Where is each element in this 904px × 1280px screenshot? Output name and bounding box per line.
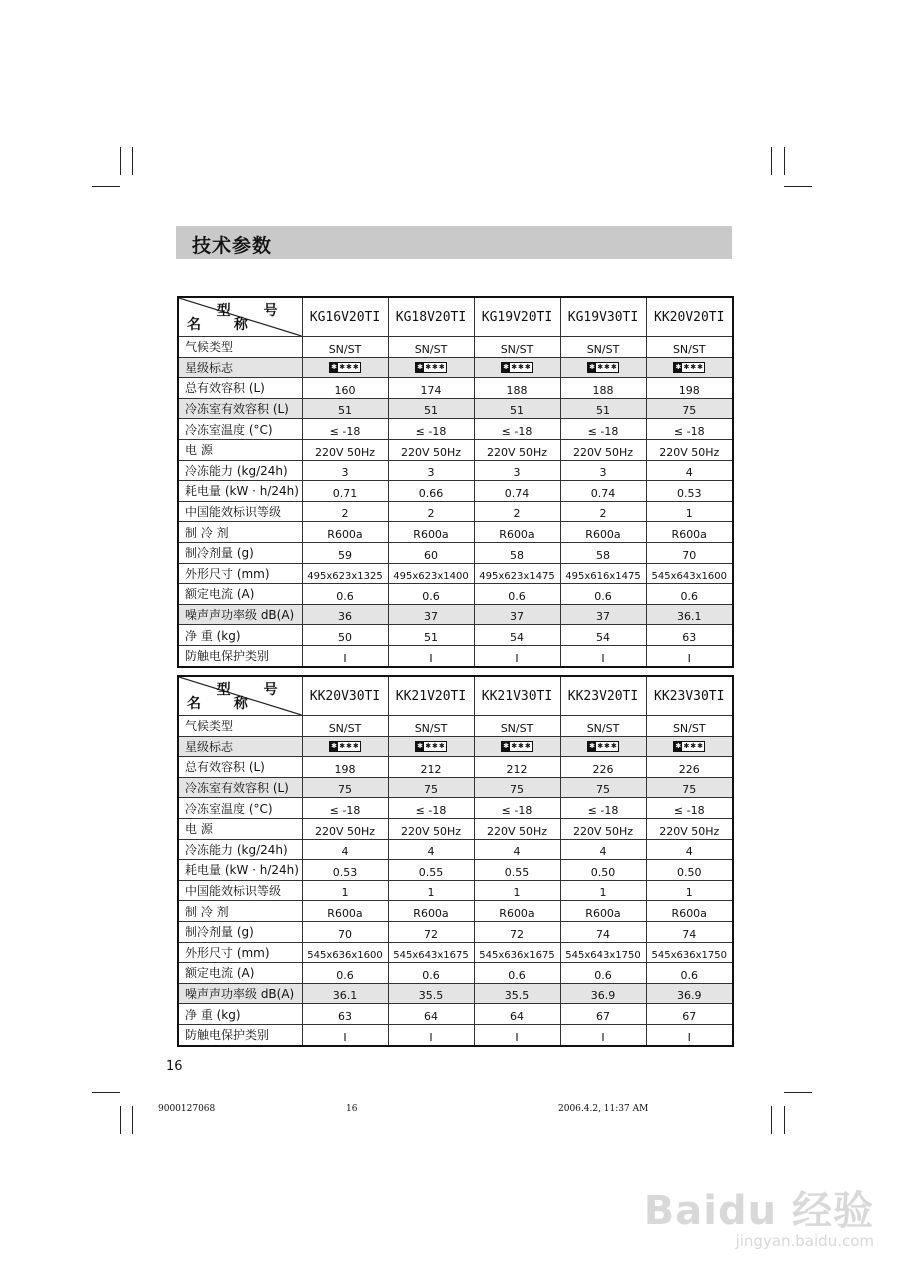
table-cell: 4	[302, 839, 388, 860]
star-black-icon: ✱	[589, 363, 595, 372]
table-cell: SN/ST	[388, 337, 474, 358]
model-header: KK21V30TI	[474, 676, 560, 716]
type-label: 型 号	[216, 682, 292, 698]
row-label: 制冷剂量 (g)	[178, 921, 302, 942]
star-rating-badge	[646, 736, 733, 757]
row-label: 外形尺寸 (mm)	[178, 942, 302, 963]
table-cell: 54	[474, 625, 560, 646]
row-label: 中国能效标识等级	[178, 501, 302, 522]
table-cell: 75	[646, 398, 733, 419]
crop-mark	[784, 147, 785, 175]
table-row	[178, 839, 733, 860]
star-rating-badge	[560, 736, 646, 757]
table-cell: 198	[646, 378, 733, 399]
table-cell: 51	[388, 398, 474, 419]
table-cell: 75	[302, 777, 388, 798]
table-cell: 0.6	[646, 584, 733, 605]
row-label: 净 重 (kg)	[178, 625, 302, 646]
star-black-icon: ✱	[417, 363, 423, 372]
table-row	[178, 901, 733, 922]
table-cell: 220V 50Hz	[474, 439, 560, 460]
table-cell: 0.6	[560, 963, 646, 984]
row-label: 额定电流 (A)	[178, 963, 302, 984]
table-cell: 58	[560, 542, 646, 563]
row-label: 冷冻室温度 (°C)	[178, 419, 302, 440]
header-diagonal-cell	[178, 297, 302, 337]
table-cell: ≤ -18	[302, 419, 388, 440]
table-row	[178, 542, 733, 563]
table-cell: 58	[474, 542, 560, 563]
table-cell: 54	[560, 625, 646, 646]
row-label: 气候类型	[178, 716, 302, 737]
table-cell: 0.6	[646, 963, 733, 984]
star-white-icon: ✱✱✱	[597, 742, 618, 751]
row-label: 噪声声功率级 dB(A)	[178, 604, 302, 625]
crop-mark	[132, 147, 133, 175]
table-row	[178, 736, 733, 757]
table-cell: ≤ -18	[302, 798, 388, 819]
table-cell: 0.6	[302, 584, 388, 605]
table-cell: 212	[388, 757, 474, 778]
table-cell: ≤ -18	[388, 419, 474, 440]
table-cell: 1	[646, 501, 733, 522]
table-cell: R600a	[388, 522, 474, 543]
table-cell: I	[388, 645, 474, 666]
star-rating-badge	[388, 357, 474, 378]
model-header: KK23V30TI	[646, 676, 733, 716]
table-cell: I	[646, 645, 733, 666]
page-number: 16	[166, 1059, 183, 1074]
table-cell: 64	[388, 1004, 474, 1025]
table-cell: 2	[474, 501, 560, 522]
table-cell: 0.53	[646, 481, 733, 502]
table-row	[178, 563, 733, 584]
table-cell: 3	[560, 460, 646, 481]
table-cell: ≤ -18	[474, 419, 560, 440]
table-cell: 4	[646, 460, 733, 481]
star-rating-badge	[388, 736, 474, 757]
table-cell: R600a	[474, 901, 560, 922]
table-cell: 1	[302, 880, 388, 901]
star-black-icon: ✱	[417, 742, 423, 751]
table-cell: 64	[474, 1004, 560, 1025]
table-cell: 36	[302, 604, 388, 625]
row-label: 噪声声功率级 dB(A)	[178, 983, 302, 1004]
table-cell: 0.71	[302, 481, 388, 502]
table-cell: 75	[474, 777, 560, 798]
star-white-icon: ✱✱✱	[597, 363, 618, 372]
star-white-icon: ✱✱✱	[339, 742, 360, 751]
star-rating-icon	[673, 362, 705, 373]
star-rating-badge	[646, 357, 733, 378]
table-cell: 220V 50Hz	[560, 439, 646, 460]
table-cell: SN/ST	[646, 337, 733, 358]
table-cell: 2	[388, 501, 474, 522]
crop-mark	[784, 1106, 785, 1134]
table-cell: I	[474, 645, 560, 666]
watermark-url: jingyan.baidu.com	[735, 1232, 874, 1250]
table-cell: 0.74	[560, 481, 646, 502]
table-cell: 0.53	[302, 860, 388, 881]
row-label: 制 冷 剂	[178, 522, 302, 543]
watermark-logo: Baidu 经验	[643, 1188, 874, 1234]
table-row	[178, 419, 733, 440]
table-cell: I	[388, 1024, 474, 1045]
model-header: KG16V20TI	[302, 297, 388, 337]
row-label: 净 重 (kg)	[178, 1004, 302, 1025]
table-cell: 67	[560, 1004, 646, 1025]
row-label: 冷冻能力 (kg/24h)	[178, 839, 302, 860]
row-label: 中国能效标识等级	[178, 880, 302, 901]
table-row	[178, 625, 733, 646]
star-black-icon: ✱	[503, 742, 509, 751]
footer-doc-id: 9000127068	[158, 1104, 216, 1114]
table-cell: 0.55	[388, 860, 474, 881]
table-cell: 4	[560, 839, 646, 860]
table-cell: 220V 50Hz	[646, 818, 733, 839]
table-cell: 1	[388, 880, 474, 901]
row-label: 防触电保护类别	[178, 645, 302, 666]
crop-mark	[92, 186, 120, 187]
spec-table-2	[177, 675, 734, 1047]
star-rating-icon	[501, 741, 533, 752]
table-cell: I	[560, 1024, 646, 1045]
table-row	[178, 460, 733, 481]
table-row	[178, 983, 733, 1004]
crop-mark	[771, 147, 772, 175]
model-header: KG18V20TI	[388, 297, 474, 337]
table-cell: 220V 50Hz	[388, 818, 474, 839]
table-row	[178, 337, 733, 358]
table-cell: 220V 50Hz	[646, 439, 733, 460]
model-header: KK20V20TI	[646, 297, 733, 337]
table-cell: 4	[388, 839, 474, 860]
star-rating-icon	[587, 741, 619, 752]
table-cell: 0.6	[302, 963, 388, 984]
star-black-icon: ✱	[503, 363, 509, 372]
table-row	[178, 818, 733, 839]
watermark	[644, 1179, 874, 1250]
star-rating-icon	[587, 362, 619, 373]
table-cell: SN/ST	[646, 716, 733, 737]
table-cell: 3	[302, 460, 388, 481]
row-label: 耗电量 (kW · h/24h)	[178, 481, 302, 502]
table-cell: 37	[388, 604, 474, 625]
table-cell: 1	[560, 880, 646, 901]
table-cell: 67	[646, 1004, 733, 1025]
table-cell: 0.6	[388, 963, 474, 984]
star-rating-badge	[302, 736, 388, 757]
table-cell: 36.1	[302, 983, 388, 1004]
table-cell: 50	[302, 625, 388, 646]
footer-timestamp: 2006.4.2, 11:37 AM	[558, 1104, 649, 1114]
star-black-icon: ✱	[331, 363, 337, 372]
table-cell: SN/ST	[560, 716, 646, 737]
model-header: KG19V20TI	[474, 297, 560, 337]
table-row	[178, 860, 733, 881]
table-cell: 220V 50Hz	[560, 818, 646, 839]
table-cell: 545x643x1675	[388, 942, 474, 963]
table-cell: 0.50	[560, 860, 646, 881]
table-row	[178, 921, 733, 942]
table-cell: ≤ -18	[560, 798, 646, 819]
row-label: 冷冻室温度 (°C)	[178, 798, 302, 819]
row-label: 气候类型	[178, 337, 302, 358]
spec-table-1	[177, 296, 734, 668]
table-cell: 188	[474, 378, 560, 399]
star-white-icon: ✱✱✱	[511, 742, 532, 751]
table-cell: 174	[388, 378, 474, 399]
crop-mark	[771, 1106, 772, 1134]
type-label: 型 号	[216, 303, 292, 319]
table-row	[178, 584, 733, 605]
table-row	[178, 777, 733, 798]
table-cell: 35.5	[388, 983, 474, 1004]
table-cell: 60	[388, 542, 474, 563]
table-cell: 0.74	[474, 481, 560, 502]
table-cell: 545x636x1675	[474, 942, 560, 963]
table-cell: 220V 50Hz	[302, 439, 388, 460]
table-cell: 0.50	[646, 860, 733, 881]
table-row	[178, 880, 733, 901]
row-label: 星级标志	[178, 357, 302, 378]
star-black-icon: ✱	[675, 742, 682, 751]
row-label: 制 冷 剂	[178, 901, 302, 922]
table-cell: SN/ST	[560, 337, 646, 358]
table-cell: 36.9	[646, 983, 733, 1004]
table-cell: 59	[302, 542, 388, 563]
table-cell: 545x643x1600	[646, 563, 733, 584]
model-header: KG19V30TI	[560, 297, 646, 337]
header-row	[178, 297, 733, 337]
table-cell: 188	[560, 378, 646, 399]
model-header: KK20V30TI	[302, 676, 388, 716]
crop-mark	[132, 1106, 133, 1134]
table-row	[178, 378, 733, 399]
row-label: 防触电保护类别	[178, 1024, 302, 1045]
table-cell: 545x636x1600	[302, 942, 388, 963]
table-cell: 495x623x1325	[302, 563, 388, 584]
table-cell: 220V 50Hz	[302, 818, 388, 839]
table-cell: 51	[302, 398, 388, 419]
table-row	[178, 963, 733, 984]
table-cell: R600a	[388, 901, 474, 922]
row-label: 星级标志	[178, 736, 302, 757]
star-rating-badge	[560, 357, 646, 378]
star-white-icon: ✱✱✱	[511, 363, 532, 372]
table-row	[178, 522, 733, 543]
star-rating-icon	[673, 741, 705, 752]
table-cell: 74	[560, 921, 646, 942]
table-cell: 4	[646, 839, 733, 860]
table-cell: SN/ST	[302, 716, 388, 737]
table-cell: 0.66	[388, 481, 474, 502]
table-cell: 545x643x1750	[560, 942, 646, 963]
table-cell: 37	[474, 604, 560, 625]
crop-mark	[120, 147, 121, 175]
star-white-icon: ✱✱✱	[683, 742, 705, 751]
star-rating-icon	[415, 741, 447, 752]
table-row	[178, 645, 733, 666]
section-title-bar	[176, 226, 732, 259]
row-label: 电 源	[178, 818, 302, 839]
star-white-icon: ✱✱✱	[425, 363, 446, 372]
table-cell: 0.6	[474, 963, 560, 984]
header-diagonal-cell	[178, 676, 302, 716]
table-cell: 63	[646, 625, 733, 646]
table-cell: R600a	[560, 901, 646, 922]
table-cell: ≤ -18	[560, 419, 646, 440]
table-cell: 51	[388, 625, 474, 646]
table-cell: 545x636x1750	[646, 942, 733, 963]
table-cell: 75	[388, 777, 474, 798]
row-label: 耗电量 (kW · h/24h)	[178, 860, 302, 881]
crop-mark	[92, 1092, 120, 1093]
table-row	[178, 501, 733, 522]
table-row	[178, 716, 733, 737]
table-cell: I	[646, 1024, 733, 1045]
table-cell: 2	[302, 501, 388, 522]
row-label: 总有效容积 (L)	[178, 757, 302, 778]
table-cell: ≤ -18	[646, 798, 733, 819]
table-cell: ≤ -18	[474, 798, 560, 819]
table-cell: 70	[646, 542, 733, 563]
table-cell: R600a	[474, 522, 560, 543]
row-label: 总有效容积 (L)	[178, 378, 302, 399]
table-cell: I	[302, 645, 388, 666]
footer-page: 16	[346, 1104, 358, 1114]
table-cell: R600a	[646, 901, 733, 922]
table-cell: 35.5	[474, 983, 560, 1004]
table-cell: SN/ST	[474, 716, 560, 737]
star-rating-badge	[474, 357, 560, 378]
table-cell: ≤ -18	[646, 419, 733, 440]
star-white-icon: ✱✱✱	[425, 742, 446, 751]
table-cell: 3	[388, 460, 474, 481]
star-black-icon: ✱	[331, 742, 337, 751]
table-cell: 1	[646, 880, 733, 901]
row-label: 制冷剂量 (g)	[178, 542, 302, 563]
name-label: 名 称	[187, 696, 262, 712]
table-cell: I	[560, 645, 646, 666]
table-cell: 160	[302, 378, 388, 399]
table-cell: 74	[646, 921, 733, 942]
table-row	[178, 1024, 733, 1045]
table-cell: R600a	[646, 522, 733, 543]
table-cell: 75	[646, 777, 733, 798]
table-cell: 1	[474, 880, 560, 901]
table-cell: 72	[474, 921, 560, 942]
table-cell: 495x623x1400	[388, 563, 474, 584]
section-title: 技术参数	[192, 235, 273, 257]
table-cell: 37	[560, 604, 646, 625]
table-cell: 36.9	[560, 983, 646, 1004]
table-row	[178, 757, 733, 778]
row-label: 冷冻室有效容积 (L)	[178, 777, 302, 798]
star-white-icon: ✱✱✱	[339, 363, 360, 372]
table-cell: 36.1	[646, 604, 733, 625]
table-cell: 0.6	[388, 584, 474, 605]
table-row	[178, 481, 733, 502]
table-row	[178, 398, 733, 419]
star-rating-icon	[501, 362, 533, 373]
star-black-icon: ✱	[675, 363, 682, 372]
table-row	[178, 604, 733, 625]
model-header: KK21V20TI	[388, 676, 474, 716]
table-cell: 198	[302, 757, 388, 778]
table-cell: 226	[646, 757, 733, 778]
table-row	[178, 439, 733, 460]
star-rating-badge	[302, 357, 388, 378]
table-row	[178, 798, 733, 819]
star-rating-icon	[329, 741, 361, 752]
table-cell: 63	[302, 1004, 388, 1025]
table-cell: SN/ST	[302, 337, 388, 358]
row-label: 外形尺寸 (mm)	[178, 563, 302, 584]
crop-mark	[120, 1106, 121, 1134]
table-cell: 4	[474, 839, 560, 860]
table-cell: 495x623x1475	[474, 563, 560, 584]
table-cell: R600a	[560, 522, 646, 543]
table-cell: 495x616x1475	[560, 563, 646, 584]
table-cell: SN/ST	[474, 337, 560, 358]
table-cell: 75	[560, 777, 646, 798]
table-cell: 2	[560, 501, 646, 522]
star-rating-badge	[474, 736, 560, 757]
name-label: 名 称	[187, 317, 262, 333]
table-cell: 51	[560, 398, 646, 419]
table-cell: 0.6	[474, 584, 560, 605]
star-rating-icon	[415, 362, 447, 373]
crop-mark	[784, 186, 812, 187]
star-black-icon: ✱	[589, 742, 595, 751]
table-row	[178, 357, 733, 378]
table-cell: ≤ -18	[388, 798, 474, 819]
table-cell: 0.55	[474, 860, 560, 881]
header-row	[178, 676, 733, 716]
star-white-icon: ✱✱✱	[683, 363, 705, 372]
table-cell: 51	[474, 398, 560, 419]
table-cell: 70	[302, 921, 388, 942]
table-row	[178, 1004, 733, 1025]
table-cell: R600a	[302, 901, 388, 922]
table-cell: 220V 50Hz	[388, 439, 474, 460]
table-cell: 72	[388, 921, 474, 942]
table-row	[178, 942, 733, 963]
table-cell: SN/ST	[388, 716, 474, 737]
table-cell: I	[302, 1024, 388, 1045]
star-rating-icon	[329, 362, 361, 373]
table-cell: 3	[474, 460, 560, 481]
row-label: 额定电流 (A)	[178, 584, 302, 605]
table-cell: 212	[474, 757, 560, 778]
table-cell: 226	[560, 757, 646, 778]
row-label: 冷冻室有效容积 (L)	[178, 398, 302, 419]
table-cell: R600a	[302, 522, 388, 543]
table-cell: 0.6	[560, 584, 646, 605]
row-label: 冷冻能力 (kg/24h)	[178, 460, 302, 481]
row-label: 电 源	[178, 439, 302, 460]
crop-mark	[784, 1092, 812, 1093]
table-cell: 220V 50Hz	[474, 818, 560, 839]
model-header: KK23V20TI	[560, 676, 646, 716]
table-cell: I	[474, 1024, 560, 1045]
